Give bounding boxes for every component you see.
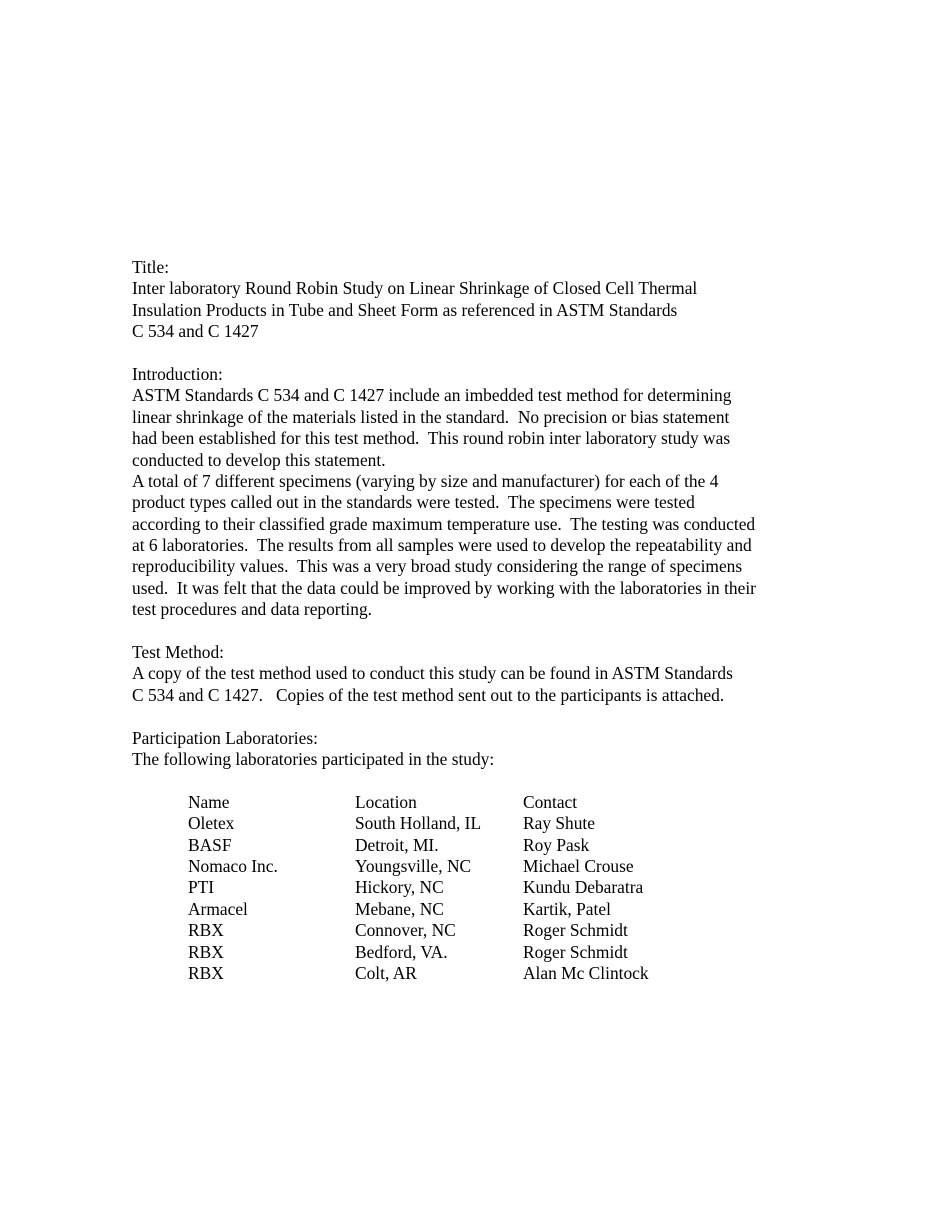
test-method-section bbox=[132, 642, 832, 706]
title-line: C 534 and C 1427 bbox=[132, 321, 259, 342]
lab-contact: Michael Crouse bbox=[523, 855, 634, 876]
introduction-line: conducted to develop this statement. bbox=[132, 449, 386, 470]
table-row bbox=[188, 856, 832, 877]
lab-name: RBX bbox=[188, 941, 224, 962]
table-row bbox=[188, 877, 832, 898]
lab-location: South Holland, IL bbox=[355, 813, 482, 834]
introduction-line: linear shrinkage of the materials listed in the standard. No precision or bias statement bbox=[132, 406, 730, 427]
lab-contact: Kundu Debaratra bbox=[523, 877, 644, 898]
table-row bbox=[188, 963, 832, 984]
introduction-line: used. It was felt that the data could be improved by working with the laboratories in their bbox=[132, 577, 756, 598]
test-method-line: A copy of the test method used to conduct this study can be found in ASTM Standards bbox=[132, 663, 733, 684]
lab-location: Connover, NC bbox=[355, 920, 456, 941]
table-row bbox=[188, 942, 832, 963]
test-method-line: C 534 and C 1427. Copies of the test method sent out to the participants is attached. bbox=[132, 684, 725, 705]
lab-contact: Roy Pask bbox=[523, 834, 590, 855]
title-section bbox=[132, 257, 832, 343]
laboratories-table bbox=[188, 792, 832, 985]
table-row bbox=[188, 899, 832, 920]
lab-location: Detroit, MI. bbox=[355, 834, 439, 855]
participation-intro: The following laboratories participated in the study: bbox=[132, 748, 495, 769]
title-line: Inter laboratory Round Robin Study on Linear Shrinkage of Closed Cell Thermal bbox=[132, 278, 698, 299]
test-method-heading: Test Method: bbox=[132, 642, 225, 663]
participation-heading: Participation Laboratories: bbox=[132, 727, 318, 748]
lab-name: Nomaco Inc. bbox=[188, 855, 278, 876]
lab-name: Armacel bbox=[188, 898, 248, 919]
introduction-line: ASTM Standards C 534 and C 1427 include an imbedded test method for determining bbox=[132, 385, 732, 406]
document-body bbox=[132, 257, 832, 984]
column-header-name: Name bbox=[188, 791, 230, 812]
lab-name: RBX bbox=[188, 962, 224, 983]
lab-location: Colt, AR bbox=[355, 962, 417, 983]
introduction-line: test procedures and data reporting. bbox=[132, 599, 372, 620]
lab-contact: Roger Schmidt bbox=[523, 920, 628, 941]
table-row bbox=[188, 920, 832, 941]
lab-name: RBX bbox=[188, 920, 224, 941]
lab-contact: Roger Schmidt bbox=[523, 941, 628, 962]
table-row bbox=[188, 835, 832, 856]
title-line: Insulation Products in Tube and Sheet Form as referenced in ASTM Standards bbox=[132, 299, 678, 320]
introduction-line: reproducibility values. This was a very broad study considering the range of specimens bbox=[132, 556, 743, 577]
introduction-line: A total of 7 different specimens (varying by size and manufacturer) for each of the 4 bbox=[132, 470, 719, 491]
introduction-section bbox=[132, 364, 832, 621]
participation-section bbox=[132, 728, 832, 985]
introduction-line: had been established for this test method. This round robin inter laboratory study was bbox=[132, 428, 731, 449]
lab-contact: Kartik, Patel bbox=[523, 898, 611, 919]
introduction-line: at 6 laboratories. The results from all samples were used to develop the repeatability and bbox=[132, 535, 752, 556]
table-header-row bbox=[188, 792, 832, 813]
table-row bbox=[188, 813, 832, 834]
column-header-contact: Contact bbox=[523, 791, 578, 812]
lab-location: Mebane, NC bbox=[355, 898, 444, 919]
lab-name: PTI bbox=[188, 877, 215, 898]
lab-contact: Ray Shute bbox=[523, 813, 595, 834]
lab-location: Bedford, VA. bbox=[355, 941, 448, 962]
lab-location: Youngsville, NC bbox=[355, 855, 472, 876]
introduction-line: according to their classified grade maximum temperature use. The testing was conducted bbox=[132, 513, 756, 534]
lab-location: Hickory, NC bbox=[355, 877, 444, 898]
column-header-location: Location bbox=[355, 791, 417, 812]
introduction-heading: Introduction: bbox=[132, 363, 223, 384]
title-heading: Title: bbox=[132, 257, 170, 277]
lab-name: Oletex bbox=[188, 813, 235, 834]
introduction-line: product types called out in the standards were tested. The specimens were tested bbox=[132, 492, 695, 513]
lab-contact: Alan Mc Clintock bbox=[523, 962, 649, 983]
lab-name: BASF bbox=[188, 834, 232, 855]
